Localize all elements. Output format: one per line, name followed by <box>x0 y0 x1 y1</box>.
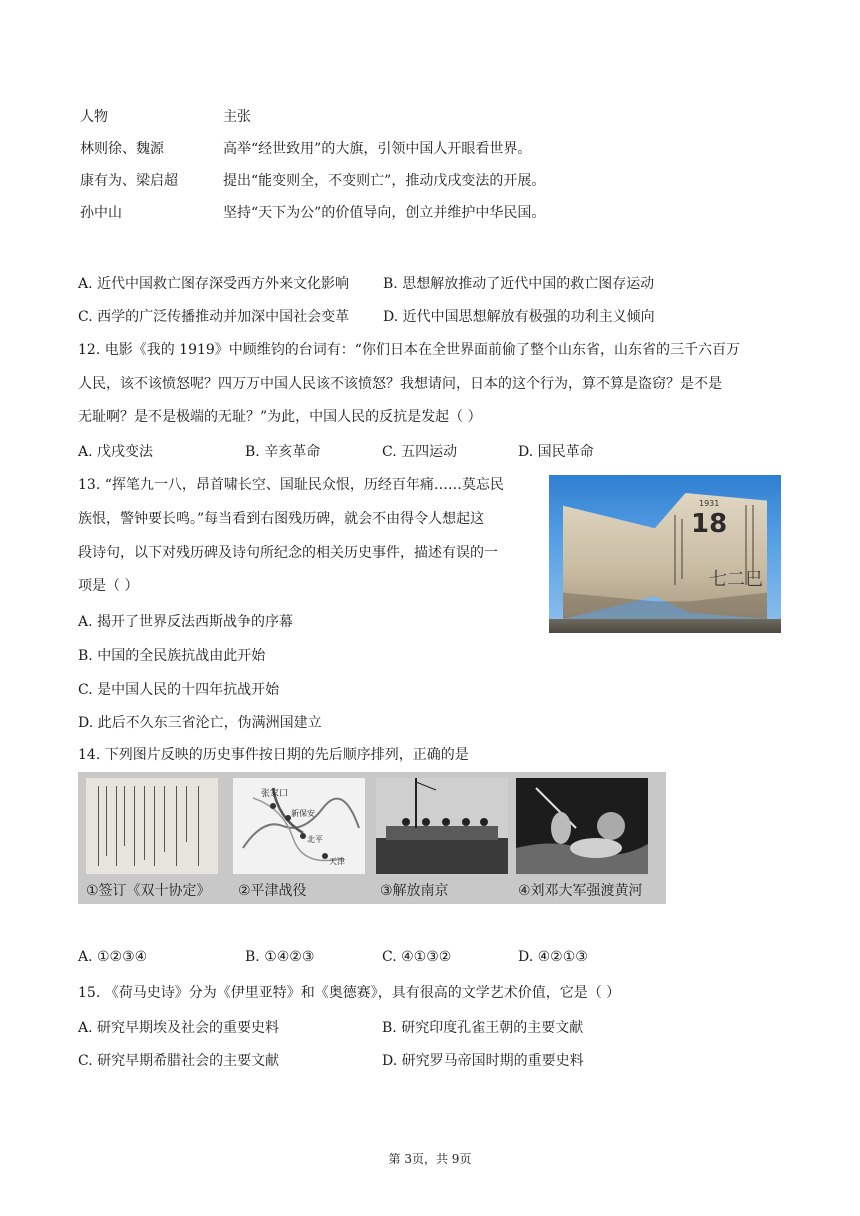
image-caption: ②平津战役 <box>238 883 307 899</box>
q13-option-c: C. 是中国人民的十四年抗战开始 <box>78 682 280 698</box>
table-header-claim: 主张 <box>223 109 251 125</box>
q12-option-b: B. 辛亥革命 <box>245 444 321 460</box>
q15-stem: 15. 《荷马史诗》分为《伊里亚特》和《奥德赛》，具有很高的文学艺术价值，它是（ ） <box>78 985 621 1001</box>
q13-option-b: B. 中国的全民族抗战由此开始 <box>78 648 266 664</box>
table-row-person: 康有为、梁启超 <box>80 173 178 189</box>
monument-day: 18 <box>691 509 728 539</box>
table-row-claim: 坚持“天下为公”的价值导向，创立并维护中华民国。 <box>223 205 546 221</box>
q11-option-c: C. 西学的广泛传播推动并加深中国社会变革 <box>78 309 350 325</box>
table-row-claim: 高举“经世致用”的大旗，引领中国人开眼看世界。 <box>223 141 532 157</box>
pingjin-campaign-map <box>233 778 365 874</box>
q14-option-b: B. ①④②③ <box>245 949 315 965</box>
q15-option-d: D. 研究罗马帝国时期的重要史料 <box>382 1053 584 1069</box>
table-row-claim: 提出“能变则全，不变则亡”，推动戊戌变法的开展。 <box>223 173 546 189</box>
q13-option-a: A. 揭开了世界反法西斯战争的序幕 <box>78 614 294 630</box>
image-caption: ①签订《双十协定》 <box>86 883 211 899</box>
q14-option-d: D. ④②①③ <box>518 949 588 965</box>
table-row-person: 孙中山 <box>80 205 122 221</box>
image-caption: ④刘邓大军强渡黄河 <box>518 883 643 899</box>
map-label: 北平 <box>307 835 323 844</box>
q12-option-c: C. 五四运动 <box>382 444 458 460</box>
q12-stem-line: 人民，该不该愤怒呢？四万万中国人民该不该愤怒？我想请问，日本的这个行为，算不算是盗窃？是不是 <box>78 376 722 392</box>
q15-option-a: A. 研究早期埃及社会的重要史料 <box>78 1020 280 1036</box>
q13-option-d: D. 此后不久东三省沦亡，伪满洲国建立 <box>78 715 322 731</box>
table-header-person: 人物 <box>80 109 108 125</box>
monument-script: 七二巳 <box>709 569 763 590</box>
q13-stem-line: 段诗句，以下对残历碑及诗句所纪念的相关历史事件，描述有误的一 <box>78 545 498 561</box>
q13-stem-line: 项是（ ） <box>78 578 139 594</box>
history-image-strip <box>78 772 666 904</box>
liberation-of-nanjing-photo <box>376 778 508 874</box>
map-label: 天津 <box>329 857 345 866</box>
q12-stem-line: 无耻啊？是不是极端的无耻？”为此，中国人民的反抗是发起（ ） <box>78 409 482 425</box>
q15-option-c: C. 研究早期希腊社会的主要文献 <box>78 1053 280 1069</box>
q13-stem-line: 族恨，警钟要长鸣。”每当看到右图残历碑，就会不由得令人想起这 <box>78 511 485 527</box>
q12-option-d: D. 国民革命 <box>518 444 594 460</box>
q14-option-c: C. ④①③② <box>382 949 452 965</box>
q12-option-a: A. 戊戌变法 <box>78 444 154 460</box>
q14-stem: 14. 下列图片反映的历史事件按日期的先后顺序排列，正确的是 <box>78 747 469 763</box>
q13-stem-line: 13. “挥笔九一八，昂首啸长空、国耻民众恨，历经百年痛……莫忘民 <box>78 477 504 493</box>
image-caption: ③解放南京 <box>380 883 449 899</box>
page-footer: 第 3页，共 9页 <box>388 1152 472 1166</box>
q11-option-d: D. 近代中国思想解放有极强的功利主义倾向 <box>383 309 655 325</box>
q12-stem-line: 12. 电影《我的 1919》中顾维钧的台词有：“你们日本在全世界面前偷了整个山东省，山东省的三千六百万 <box>78 342 740 358</box>
double-tenth-agreement-image <box>86 778 218 874</box>
q15-option-b: B. 研究印度孔雀王朝的主要文献 <box>382 1020 584 1036</box>
monument-photo <box>549 475 781 633</box>
q11-option-b: B. 思想解放推动了近代中国的救亡图存运动 <box>383 276 655 292</box>
map-label: 新保安 <box>291 809 315 818</box>
table-row-person: 林则徐、魏源 <box>80 141 164 157</box>
map-label: 张家口 <box>261 789 289 799</box>
q14-option-a: A. ①②③④ <box>78 949 148 965</box>
monument-year: 1931 <box>699 499 720 508</box>
q11-option-a: A. 近代中国救亡图存深受西方外来文化影响 <box>78 276 350 292</box>
crossing-yellow-river-photo <box>516 778 648 874</box>
